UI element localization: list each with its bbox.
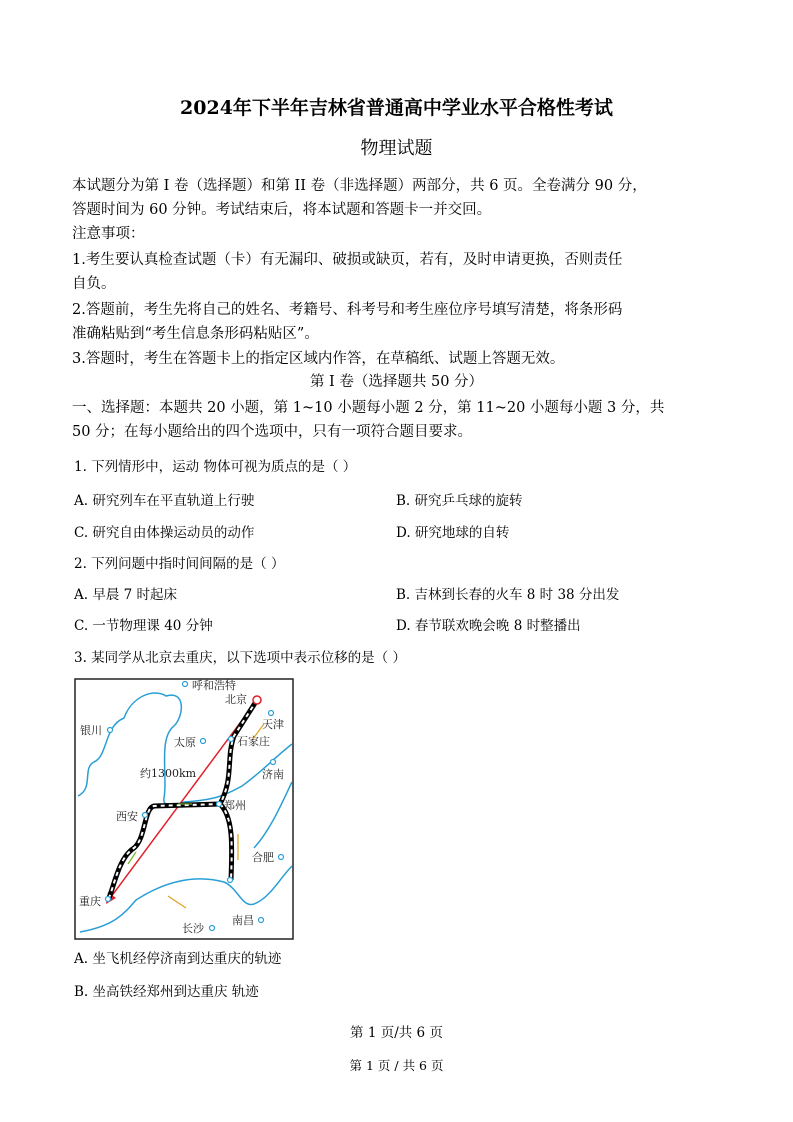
city-label: 重庆 bbox=[79, 895, 101, 908]
question-1-option-a: A. 研究列车在平直轨道上行驶 bbox=[74, 493, 255, 509]
city-label: 石家庄 bbox=[237, 735, 270, 748]
city-label: 银川 bbox=[80, 724, 102, 737]
notice-line: 准确粘贴到“考生信息条形码粘贴区”。 bbox=[72, 326, 319, 342]
intro-line: 答题时间为 60 分钟。考试结束后，将本试题和答题卡一并交回。 bbox=[72, 202, 492, 218]
city-label: 郑州 bbox=[224, 799, 246, 812]
city-label: 济南 bbox=[262, 768, 284, 781]
page-number-inline: 第 1 页/共 6 页 bbox=[350, 1025, 443, 1041]
exam-title: 2024年下半年吉林省普通高中学业水平合格性考试 bbox=[180, 97, 613, 119]
notice-line: 2.答题前，考生先将自己的姓名、考籍号、科考号和考生座位序号填写清楚，将条形码 bbox=[72, 302, 623, 318]
section-desc: 50 分；在每小题给出的四个选项中，只有一项符合题目要求。 bbox=[72, 424, 473, 440]
notice-label: 注意事项： bbox=[72, 226, 145, 242]
question-2-option-c: C. 一节物理课 40 分钟 bbox=[74, 618, 213, 634]
city-label: 天津 bbox=[262, 718, 284, 731]
notice-line: 3.答题时，考生在答题卡上的指定区域内作答，在草稿纸、试题上答题无效。 bbox=[72, 351, 565, 367]
city-label: 合肥 bbox=[252, 851, 274, 864]
question-2-stem: 2. 下列问题中指时间间隔的是（ ） bbox=[74, 556, 285, 572]
city-label: 呼和浩特 bbox=[192, 679, 236, 692]
question-1-option-d: D. 研究地球的自转 bbox=[396, 525, 510, 541]
city-label: 西安 bbox=[116, 810, 138, 823]
section-desc: 一、选择题：本题共 20 小题，第 1~10 小题每小题 2 分，第 11~20 小题每小题 3 分，共 bbox=[72, 400, 665, 416]
intro-line: 本试题分为第 I 卷（选择题）和第 II 卷（非选择题）两部分，共 6 页。全卷满分 90 分， bbox=[72, 178, 647, 194]
subject-title: 物理试题 bbox=[360, 138, 433, 159]
question-1-option-b: B. 研究乒乓球的旋转 bbox=[396, 493, 523, 509]
question-2-option-b: B. 吉林到长春的火车 8 时 38 分出发 bbox=[396, 587, 620, 603]
page-footer: 第 1 页 / 共 6 页 bbox=[349, 1058, 444, 1073]
question-2-option-d: D. 春节联欢晚会晚 8 时整播出 bbox=[396, 618, 581, 634]
city-label: 南昌 bbox=[232, 914, 254, 927]
city-label: 北京 bbox=[225, 693, 247, 706]
distance-label: 约1300km bbox=[140, 767, 197, 780]
city-label: 太原 bbox=[174, 736, 196, 749]
route-map bbox=[74, 678, 294, 940]
notice-line: 1.考生要认真检查试题（卡）有无漏印、破损或缺页，若有，及时申请更换，否则责任 bbox=[72, 252, 623, 268]
notice-line: 自负。 bbox=[72, 276, 116, 292]
question-1-option-c: C. 研究自由体操运动员的动作 bbox=[74, 525, 255, 541]
question-2-option-a: A. 早晨 7 时起床 bbox=[74, 587, 178, 603]
question-3-option-a: A. 坐飞机经停济南到达重庆的轨迹 bbox=[74, 951, 282, 967]
question-3-option-b: B. 坐高铁经郑州到达重庆 轨迹 bbox=[74, 984, 259, 1000]
question-3-stem: 3. 某同学从北京去重庆，以下选项中表示位移的是（ ） bbox=[74, 650, 406, 666]
question-1-stem: 1. 下列情形中，运动 物体可视为质点的是（ ） bbox=[74, 459, 357, 475]
city-label: 长沙 bbox=[182, 922, 204, 935]
beijing-marker bbox=[253, 696, 261, 704]
section-title: 第 I 卷（选择题共 50 分） bbox=[309, 374, 484, 390]
